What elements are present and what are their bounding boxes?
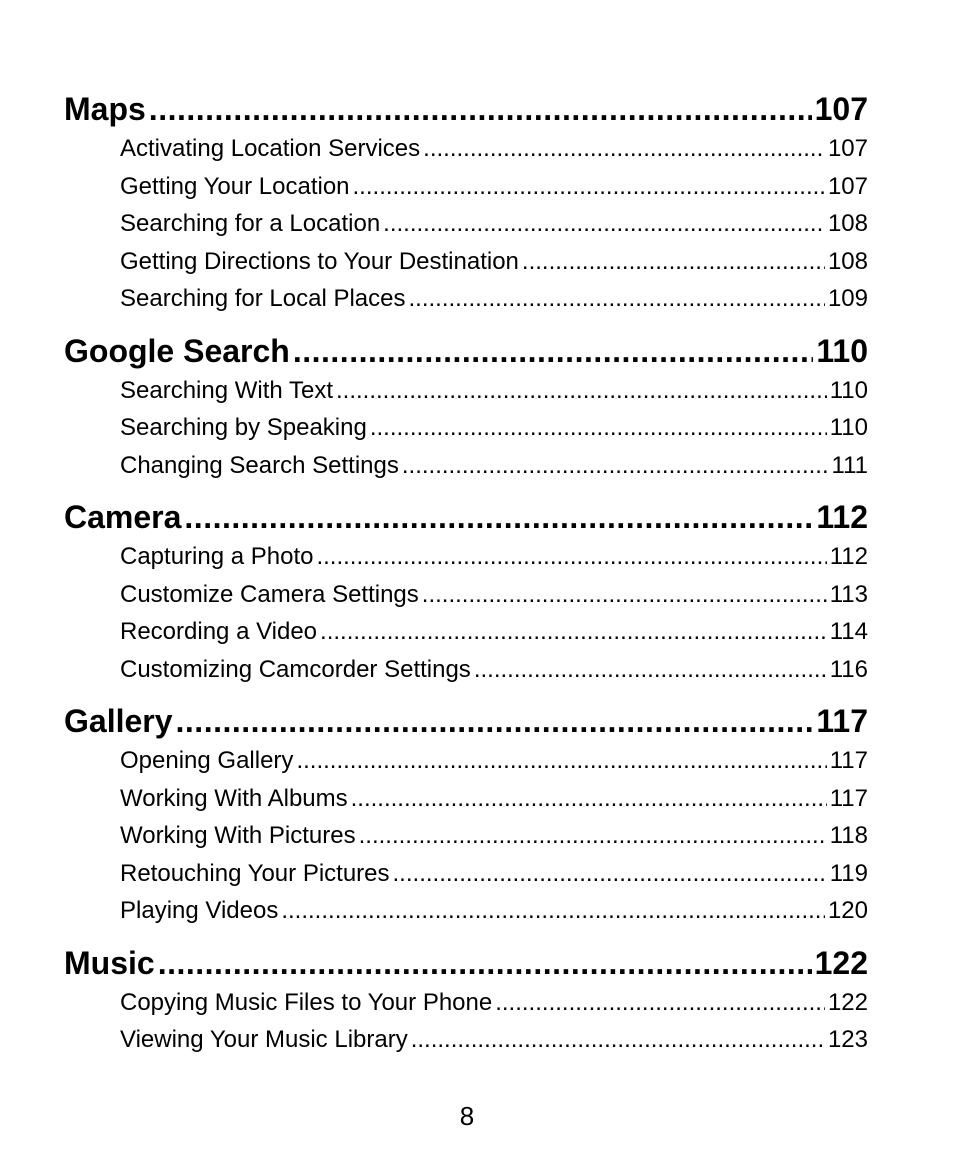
entry-page: 112 xyxy=(829,543,868,570)
entry-title: Copying Music Files to Your Phone xyxy=(120,988,493,1016)
entry-page: 118 xyxy=(829,822,868,849)
toc-entry[interactable] xyxy=(64,447,868,485)
dot-leader xyxy=(351,780,827,818)
chapter-heading[interactable] xyxy=(64,88,868,130)
page-number: 8 xyxy=(459,1101,475,1131)
toc-entry[interactable] xyxy=(64,613,868,651)
entry-page: 107 xyxy=(827,172,868,200)
entry-page: 110 xyxy=(829,414,868,441)
toc-section-music xyxy=(64,942,868,1059)
entry-page: 114 xyxy=(829,618,868,645)
toc-entry[interactable] xyxy=(64,780,868,818)
dot-leader xyxy=(296,742,826,780)
entry-page: 119 xyxy=(829,859,868,887)
toc-entry[interactable] xyxy=(64,243,868,281)
chapter-heading[interactable] xyxy=(64,942,868,984)
entry-page: 109 xyxy=(827,285,868,312)
chapter-heading[interactable] xyxy=(64,330,868,372)
dot-leader xyxy=(281,892,825,930)
dot-leader xyxy=(353,168,825,206)
entry-title: Playing Videos xyxy=(120,897,279,924)
entry-page: 107 xyxy=(827,135,868,162)
toc-entry[interactable] xyxy=(64,205,868,243)
dot-leader xyxy=(293,330,814,372)
entry-title: Searching by Speaking xyxy=(120,414,367,441)
toc-entry[interactable] xyxy=(64,651,868,689)
dot-leader xyxy=(184,496,813,538)
entry-title: Viewing Your Music Library xyxy=(120,1026,408,1053)
entry-title: Searching for Local Places xyxy=(120,285,406,312)
dot-leader xyxy=(393,855,827,893)
table-of-contents xyxy=(64,88,868,1071)
dot-leader xyxy=(149,88,812,130)
dot-leader xyxy=(522,243,825,281)
toc-entry[interactable] xyxy=(64,984,868,1022)
toc-entry[interactable] xyxy=(64,855,868,893)
dot-leader xyxy=(411,1021,825,1059)
entry-title: Working With Albums xyxy=(120,784,348,812)
entry-page: 122 xyxy=(827,988,868,1016)
entry-page: 110 xyxy=(829,376,868,404)
chapter-title: Camera xyxy=(64,499,182,535)
entry-title: Customizing Camcorder Settings xyxy=(120,655,471,683)
chapter-title: Gallery xyxy=(64,703,173,739)
dot-leader xyxy=(370,409,827,447)
entry-page: 117 xyxy=(829,784,868,812)
toc-entry[interactable] xyxy=(64,409,868,447)
chapter-title: Music xyxy=(64,944,155,981)
dot-leader xyxy=(383,205,825,243)
dot-leader xyxy=(422,576,827,614)
dot-leader xyxy=(316,538,826,576)
toc-entry[interactable] xyxy=(64,1021,868,1059)
toc-entry[interactable] xyxy=(64,742,868,780)
chapter-heading[interactable] xyxy=(64,700,868,742)
entry-title: Changing Search Settings xyxy=(120,451,399,479)
chapter-page: 122 xyxy=(814,944,868,981)
dot-leader xyxy=(158,942,812,984)
dot-leader xyxy=(320,613,827,651)
toc-entry[interactable] xyxy=(64,576,868,614)
chapter-page: 112 xyxy=(816,499,868,535)
chapter-page: 107 xyxy=(814,91,868,127)
dot-leader xyxy=(474,651,827,689)
entry-title: Searching for a Location xyxy=(120,210,381,237)
entry-page: 113 xyxy=(829,580,868,608)
entry-title: Working With Pictures xyxy=(120,822,356,849)
toc-entry[interactable] xyxy=(64,372,868,410)
entry-page: 123 xyxy=(827,1026,868,1053)
entry-page: 108 xyxy=(827,210,868,237)
dot-leader xyxy=(336,372,827,410)
entry-title: Opening Gallery xyxy=(120,747,294,774)
entry-page: 120 xyxy=(827,897,868,924)
entry-title: Recording a Video xyxy=(120,618,318,645)
entry-page: 111 xyxy=(831,451,868,479)
toc-section-gallery xyxy=(64,700,868,930)
entry-page: 117 xyxy=(829,747,868,774)
dot-leader xyxy=(495,984,825,1022)
chapter-page: 117 xyxy=(816,703,868,739)
entry-title: Capturing a Photo xyxy=(120,543,314,570)
chapter-title: Maps xyxy=(64,91,146,127)
entry-title: Customize Camera Settings xyxy=(120,580,419,608)
entry-page: 116 xyxy=(829,655,868,683)
toc-entry[interactable] xyxy=(64,538,868,576)
entry-title: Searching With Text xyxy=(120,376,333,404)
toc-entry[interactable] xyxy=(64,168,868,206)
toc-section-google-search xyxy=(64,330,868,485)
toc-entry[interactable] xyxy=(64,892,868,930)
dot-leader xyxy=(176,700,814,742)
toc-section-maps xyxy=(64,88,868,318)
toc-section-camera xyxy=(64,496,868,688)
chapter-heading[interactable] xyxy=(64,496,868,538)
entry-title: Getting Your Location xyxy=(120,172,350,200)
toc-entry[interactable] xyxy=(64,280,868,318)
entry-title: Getting Directions to Your Destination xyxy=(120,247,519,275)
dot-leader xyxy=(409,280,825,318)
toc-entry[interactable] xyxy=(64,817,868,855)
dot-leader xyxy=(402,447,829,485)
toc-entry[interactable] xyxy=(64,130,868,168)
chapter-title: Google Search xyxy=(64,332,290,369)
entry-title: Activating Location Services xyxy=(120,135,421,162)
entry-page: 108 xyxy=(827,247,868,275)
chapter-page: 110 xyxy=(816,332,868,369)
dot-leader xyxy=(359,817,827,855)
dot-leader xyxy=(423,130,825,168)
entry-title: Retouching Your Pictures xyxy=(120,859,390,887)
